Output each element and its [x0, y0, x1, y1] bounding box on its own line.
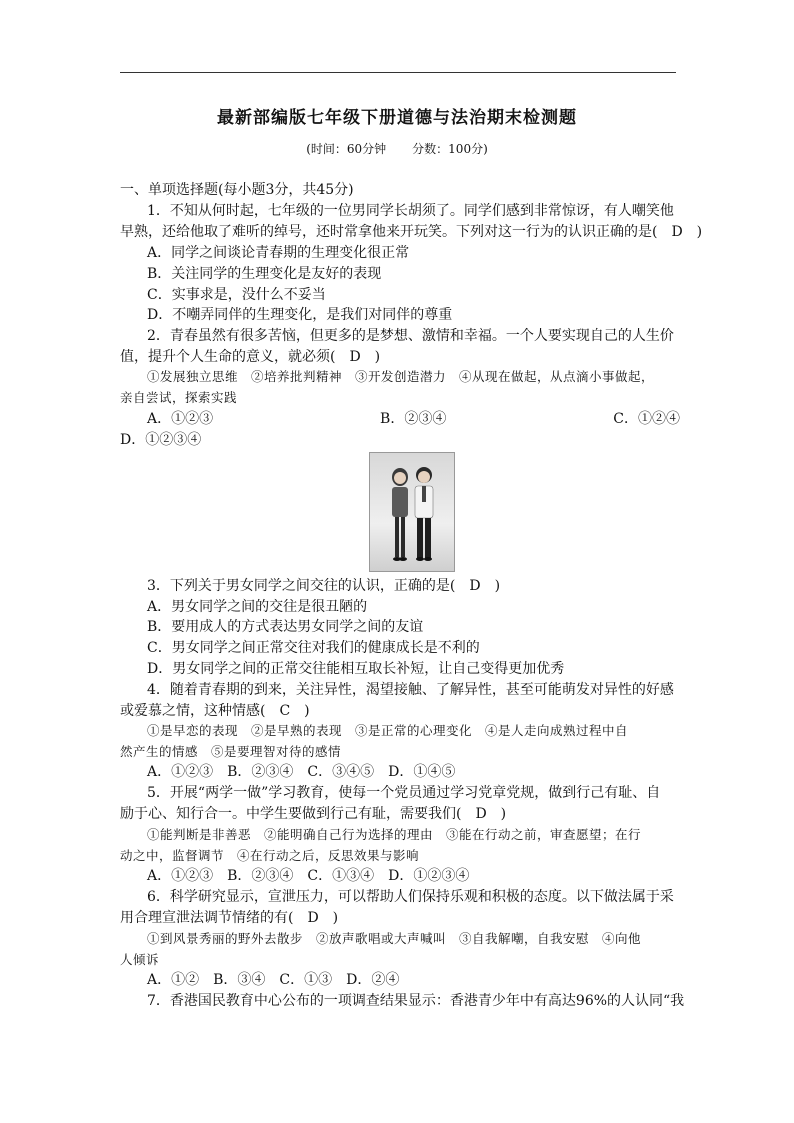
section-heading: 一、单项选择题(每小题3分，共45分): [120, 182, 354, 198]
exam-time: (时间：60分钟: [306, 142, 387, 156]
q2-stem-line2: 值，提升个人生命的意义，就必须( D ): [120, 349, 381, 365]
q2-option-b: B．②③④: [380, 411, 447, 427]
q1-option-d: D．不嘲弄同伴的生理变化，是我们对同伴的尊重: [147, 307, 453, 323]
q1-stem-line2: 早熟，还给他取了难听的绰号，还时常拿他来开玩笑。下列对这一行为的认识正确的是( D ): [120, 224, 703, 240]
q2-option-a: A．①②③: [147, 411, 214, 427]
q4-options: A．①②③ B．②③④ C．③④⑤ D．①④⑤: [147, 764, 456, 780]
q6-options: A．①② B．③④ C．①③ D．②④: [147, 972, 400, 988]
q1-option-c: C．实事求是，没什么不妥当: [147, 287, 326, 303]
q1-option-b: B．关注同学的生理变化是友好的表现: [147, 266, 382, 282]
page-title: 最新部编版七年级下册道德与法治期末检测题: [217, 108, 577, 128]
exam-info: [0, 140, 794, 157]
q1-option-a: A．同学之间谈论青春期的生理变化很正常: [147, 245, 410, 261]
exam-score: 分数：100分): [412, 142, 488, 156]
q2-stem-line1: 2．青春虽然有很多苦恼，但更多的是梦想、激情和幸福。一个人要实现自己的人生价: [147, 328, 674, 344]
q5-statements-line1: ①能判断是非善恶 ②能明确自己行为选择的理由 ③能在行动之前，审查愿望；在行: [147, 827, 642, 842]
q3-option-a: A．男女同学之间的交往是很丑陋的: [147, 599, 368, 615]
q3-option-c: C．男女同学之间正常交往对我们的健康成长是不利的: [147, 640, 480, 656]
header-rule: [120, 72, 676, 73]
q2-options: [147, 409, 680, 429]
q5-stem-line1: 5．开展“两学一做”学习教育，使每一个党员通过学习党章党规，做到行己有耻、自: [147, 785, 661, 801]
q6-stem-line1: 6．科学研究显示，宣泄压力，可以帮助人们保持乐观和积极的态度。以下做法属于采: [147, 889, 674, 905]
q2-option-d: D．①②③④: [120, 432, 202, 448]
q5-statements-line2: 动之中，监督调节 ④在行动之后，反思效果与影响: [120, 848, 420, 863]
q4-stem-line2: 或爱慕之情，这种情感( C ): [120, 703, 310, 719]
q6-stem-line2: 用合理宣泄法调节情绪的有( D ): [120, 910, 339, 926]
q3-stem: 3．下列关于男女同学之间交往的认识，正确的是( D ): [147, 578, 501, 594]
q6-statements-line1: ①到风景秀丽的野外去散步 ②放声歌唱或大声喊叫 ③自我解嘲，自我安慰 ④向他: [147, 931, 642, 946]
q3-option-d: D．男女同学之间的正常交往能相互取长补短，让自己变得更加优秀: [147, 661, 565, 677]
q4-statements-line2: 然产生的情感 ⑤是要理智对待的感情: [120, 744, 342, 759]
q4-statements-line1: ①是早恋的表现 ②是早熟的表现 ③是正常的心理变化 ④是人走向成熟过程中自: [147, 723, 629, 738]
q5-stem-line2: 励于心、知行合一。中学生要做到行己有耻，需要我们( D ): [120, 806, 507, 822]
q1-stem-line1: 1．不知从何时起，七年级的一位男同学长胡须了。同学们感到非常惊讶，有人嘲笑他: [147, 203, 674, 219]
students-photo: [369, 452, 455, 572]
q5-options: A．①②③ B．②③④ C．①③④ D．①②③④: [147, 868, 470, 884]
q2-statements-line1: ①发展独立思维 ②培养批判精神 ③开发创造潜力 ④从现在做起，从点滴小事做起，: [147, 369, 655, 384]
q2-statements-line2: 亲自尝试，探索实践: [120, 390, 238, 405]
students-illustration: [370, 453, 454, 571]
q4-stem-line1: 4．随着青春期的到来，关注异性，渴望接触、了解异性，甚至可能萌发对异性的好感: [147, 682, 674, 698]
q7-stem-line1: 7．香港国民教育中心公布的一项调查结果显示：香港青少年中有高达96%的人认同“我: [147, 993, 685, 1009]
q6-statements-line2: 人倾诉: [120, 952, 160, 967]
q2-option-c: C．①②④: [613, 411, 680, 427]
q3-option-b: B．要用成人的方式表达男女同学之间的友谊: [147, 619, 424, 635]
